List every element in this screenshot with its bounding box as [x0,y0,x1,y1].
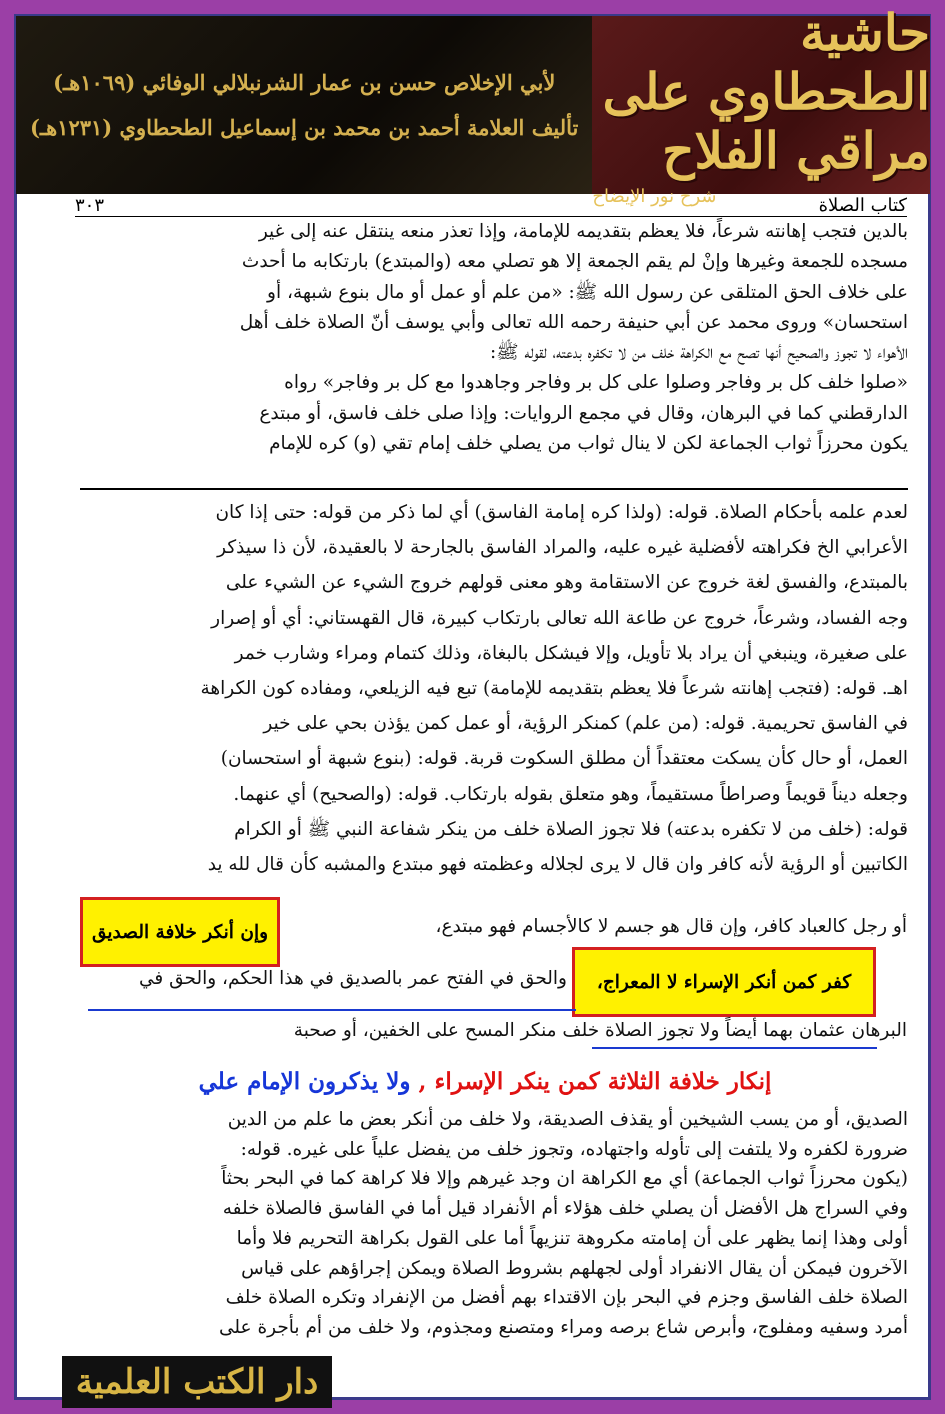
main-text [80,217,908,459]
text-line: أولى وهذا إنما يظهر على أن إمامته مكروهة تنزيهاً أما على القول بكراهة التحريم فلا وأما [236,1227,908,1249]
blue-underline [592,1047,877,1049]
text-line: مسجده للجمعة وغيرها وإنْ لم يقم الجمعة إلا هو تصلي معه (والمبتدع) بارتكابه ما أحدث [241,251,908,273]
text-line: وجه الفساد، وشرعاً، خروج عن طاعة الله تعالى بارتكاب كبيرة، قال القهستاني: أي أو إصرار [211,607,908,629]
book-author-panel [16,16,592,194]
text-line: الكاتبين أو الرؤية لأنه كافر وان قال لا يرى لجلاله وعظمته فهو مبتدع والمشبه كأن قال لله يد [207,854,908,876]
text-line: الأعرابي الخ فكراهته لأفضلية غيره عليه، والمراد الفاسق بالجارحة لا بالعقيدة، لأن ذا سيذكر [217,537,908,559]
highlight-line-b: والحق في الفتح عمر بالصديق في هذا الحكم، والحق في [138,968,567,989]
highlight-box-isra [572,947,876,1017]
text-line: وجعله ديناً قويماً وصراطاً مستقيماً، وهو متعلق بقوله بارتكاب. قوله: (والصحيح) أي عنهما. [233,783,908,805]
highlight-box-caliphate-text: وإن أنكر خلافة الصديق [91,921,269,943]
highlight-box-isra-text: كفر كمن أنكر الإسراء لا المعراج، [596,971,852,993]
publisher-logo [62,1356,332,1408]
text-line: لعدم علمه بأحكام الصلاة. قوله: (ولذا كره إمامة الفاسق) أي لما ذكر من قوله: حتى إذا كان [215,502,908,523]
text-line: الأهواء لا تجوز والصحيح أنها تصح مع الكراهة خلف من لا تكفره بدعته، لقوله ﷺ: [490,342,908,364]
tagline-red: إنكار خلافة الثلاثة كمن ينكر الإسراء , [418,1068,772,1095]
text-line: بالدين فتجب إهانته شرعاً، فلا يعظم بتقديمه للإمامة، وإذا تعذر منعه ينتقل عنه إلى غير [258,221,908,242]
text-line: ضرورة لكفره ولا يلتفت إلى تأوله واجتهاده، وتجوز خلف من يفضل علياً على غيره. قوله: [240,1138,908,1160]
text-line: العمل، أو حال كأن يسكت معتقداً أن مطلق السكوت قربة. قوله: (بنوع شبهة أو استحسان) [220,748,908,770]
text-line: في الفاسق تحريمية. قوله: (من علم) كمنكر الرؤية، أو عمل كمن يؤذن بحي على خير [263,713,908,735]
text-line: اهـ. قوله: (فتجب إهانته شرعاً فلا يعظم بتقديمه للإمامة) تبع فيه الزيلعي، ومفاده كون الكراهة [200,678,908,700]
blue-underline [88,1009,576,1011]
text-line: «صلوا خلف كل بر وفاجر وصلوا على كل بر وفاجر وجاهدوا مع كل بر وفاجر» رواه [284,372,908,394]
highlight-line-c: البرهان عثمان بهما أيضاً ولا تجوز الصلاة خلف منكر المسح على الخفين، أو صحبة [293,1020,907,1041]
text-line: الصلاة خلف الفاسق وجزم في البحر بإن الاقتداء بهم أفضل من الإنفراد وتكره الصلاة خلف [225,1287,908,1309]
text-line: قوله: (خلف من لا تكفره بدعته) فلا تجوز الصلاة خلف من ينكر شفاعة النبي ﷺ أو الكرام [234,818,908,840]
text-line: الصديق، أو من يسب الشيخين أو يقذف الصديقة، ولا خلف من أنكر بعض ما علم من الدين [227,1109,908,1130]
page-header [75,192,907,217]
text-line: على خلاف الحق المتلقى عن رسول الله ﷺ: «من علم أو عمل أو مال بنوع شبهة، أو [267,281,908,303]
text-line: بالمبتدع، والفسق لغة خروج عن الاستقامة وهو معنى قولهم خروج الشيء عن الشيء على [225,572,908,594]
author-line-1: لأبي الإخلاص حسن بن عمار الشرنبلالي الوفائي (١٠٦٩هـ) [53,70,556,95]
text-line: الدارقطني كما في البرهان، وقال في مجمع الروايات: وإذا صلى خلف فاسق، أو مبتدع [259,402,908,424]
publisher-logo-text: دار الكتب العلمية [75,1362,319,1402]
text-line: وفي السراج هل الأفضل أن يصلي خلف هؤلاء أم الأنفراد قيل أما في الفاسق فالصلاة خلفه [222,1198,908,1220]
highlight-line-a: أو رجل كالعباد كافر، وإن قال هو جسم لا كالأجسام فهو مبتدع، [435,916,907,937]
commentary-block-2 [80,1105,908,1343]
text-line: أمرد وسفيه ومفلوج، وأبرص شاع برصه ومراء ومتصنع ومجذوم، ولا خلف من أم بأجرة على [219,1316,908,1338]
annotation-tagline [90,1068,880,1095]
highlight-box-caliphate [80,897,280,967]
text-line: الآخرون فيمكن أن يقال الانفراد أولى لجهلهم بشروط الصلاة ويمكن إجراؤهم على قياس [241,1257,908,1279]
tagline-blue: ولا يذكرون الإمام علي [198,1068,411,1095]
text-line: على صغيرة، وينبغي أن يراد بلا تأويل، وإلا فيشكل بالبغاة، وذلك كتمام ومراء وشارب خمر [234,642,908,664]
book-subtitle: شرح نور الإيضاح [592,186,717,207]
author-line-2: تأليف العلامة أحمد بن محمد بن إسماعيل الطحطاوي (١٢٣١هـ) [30,115,579,140]
text-line: (يكون محرزاً ثواب الجماعة) أي مع الكراهة ان وجد غيرهم وإلا فلا كراهة كما في البحر بحثاً [221,1168,908,1190]
commentary-block-1 [80,495,908,882]
text-line: استحسان» وروى محمد عن أبي حنيفة رحمه الله تعالى وأبي يوسف أنّ الصلاة خلف أهل [239,311,908,333]
chapter-title: كتاب الصلاة [818,195,907,216]
book-title: حاشية الطحطاوي على مراقي الفلاح [602,3,930,180]
footnote-separator [80,488,908,490]
page-number: ٣٠٣ [75,195,105,216]
text-line: يكون محرزاً ثواب الجماعة لكن لا ينال ثواب من يصلي خلف إمام تقي (و) كره للإمام [269,433,908,455]
